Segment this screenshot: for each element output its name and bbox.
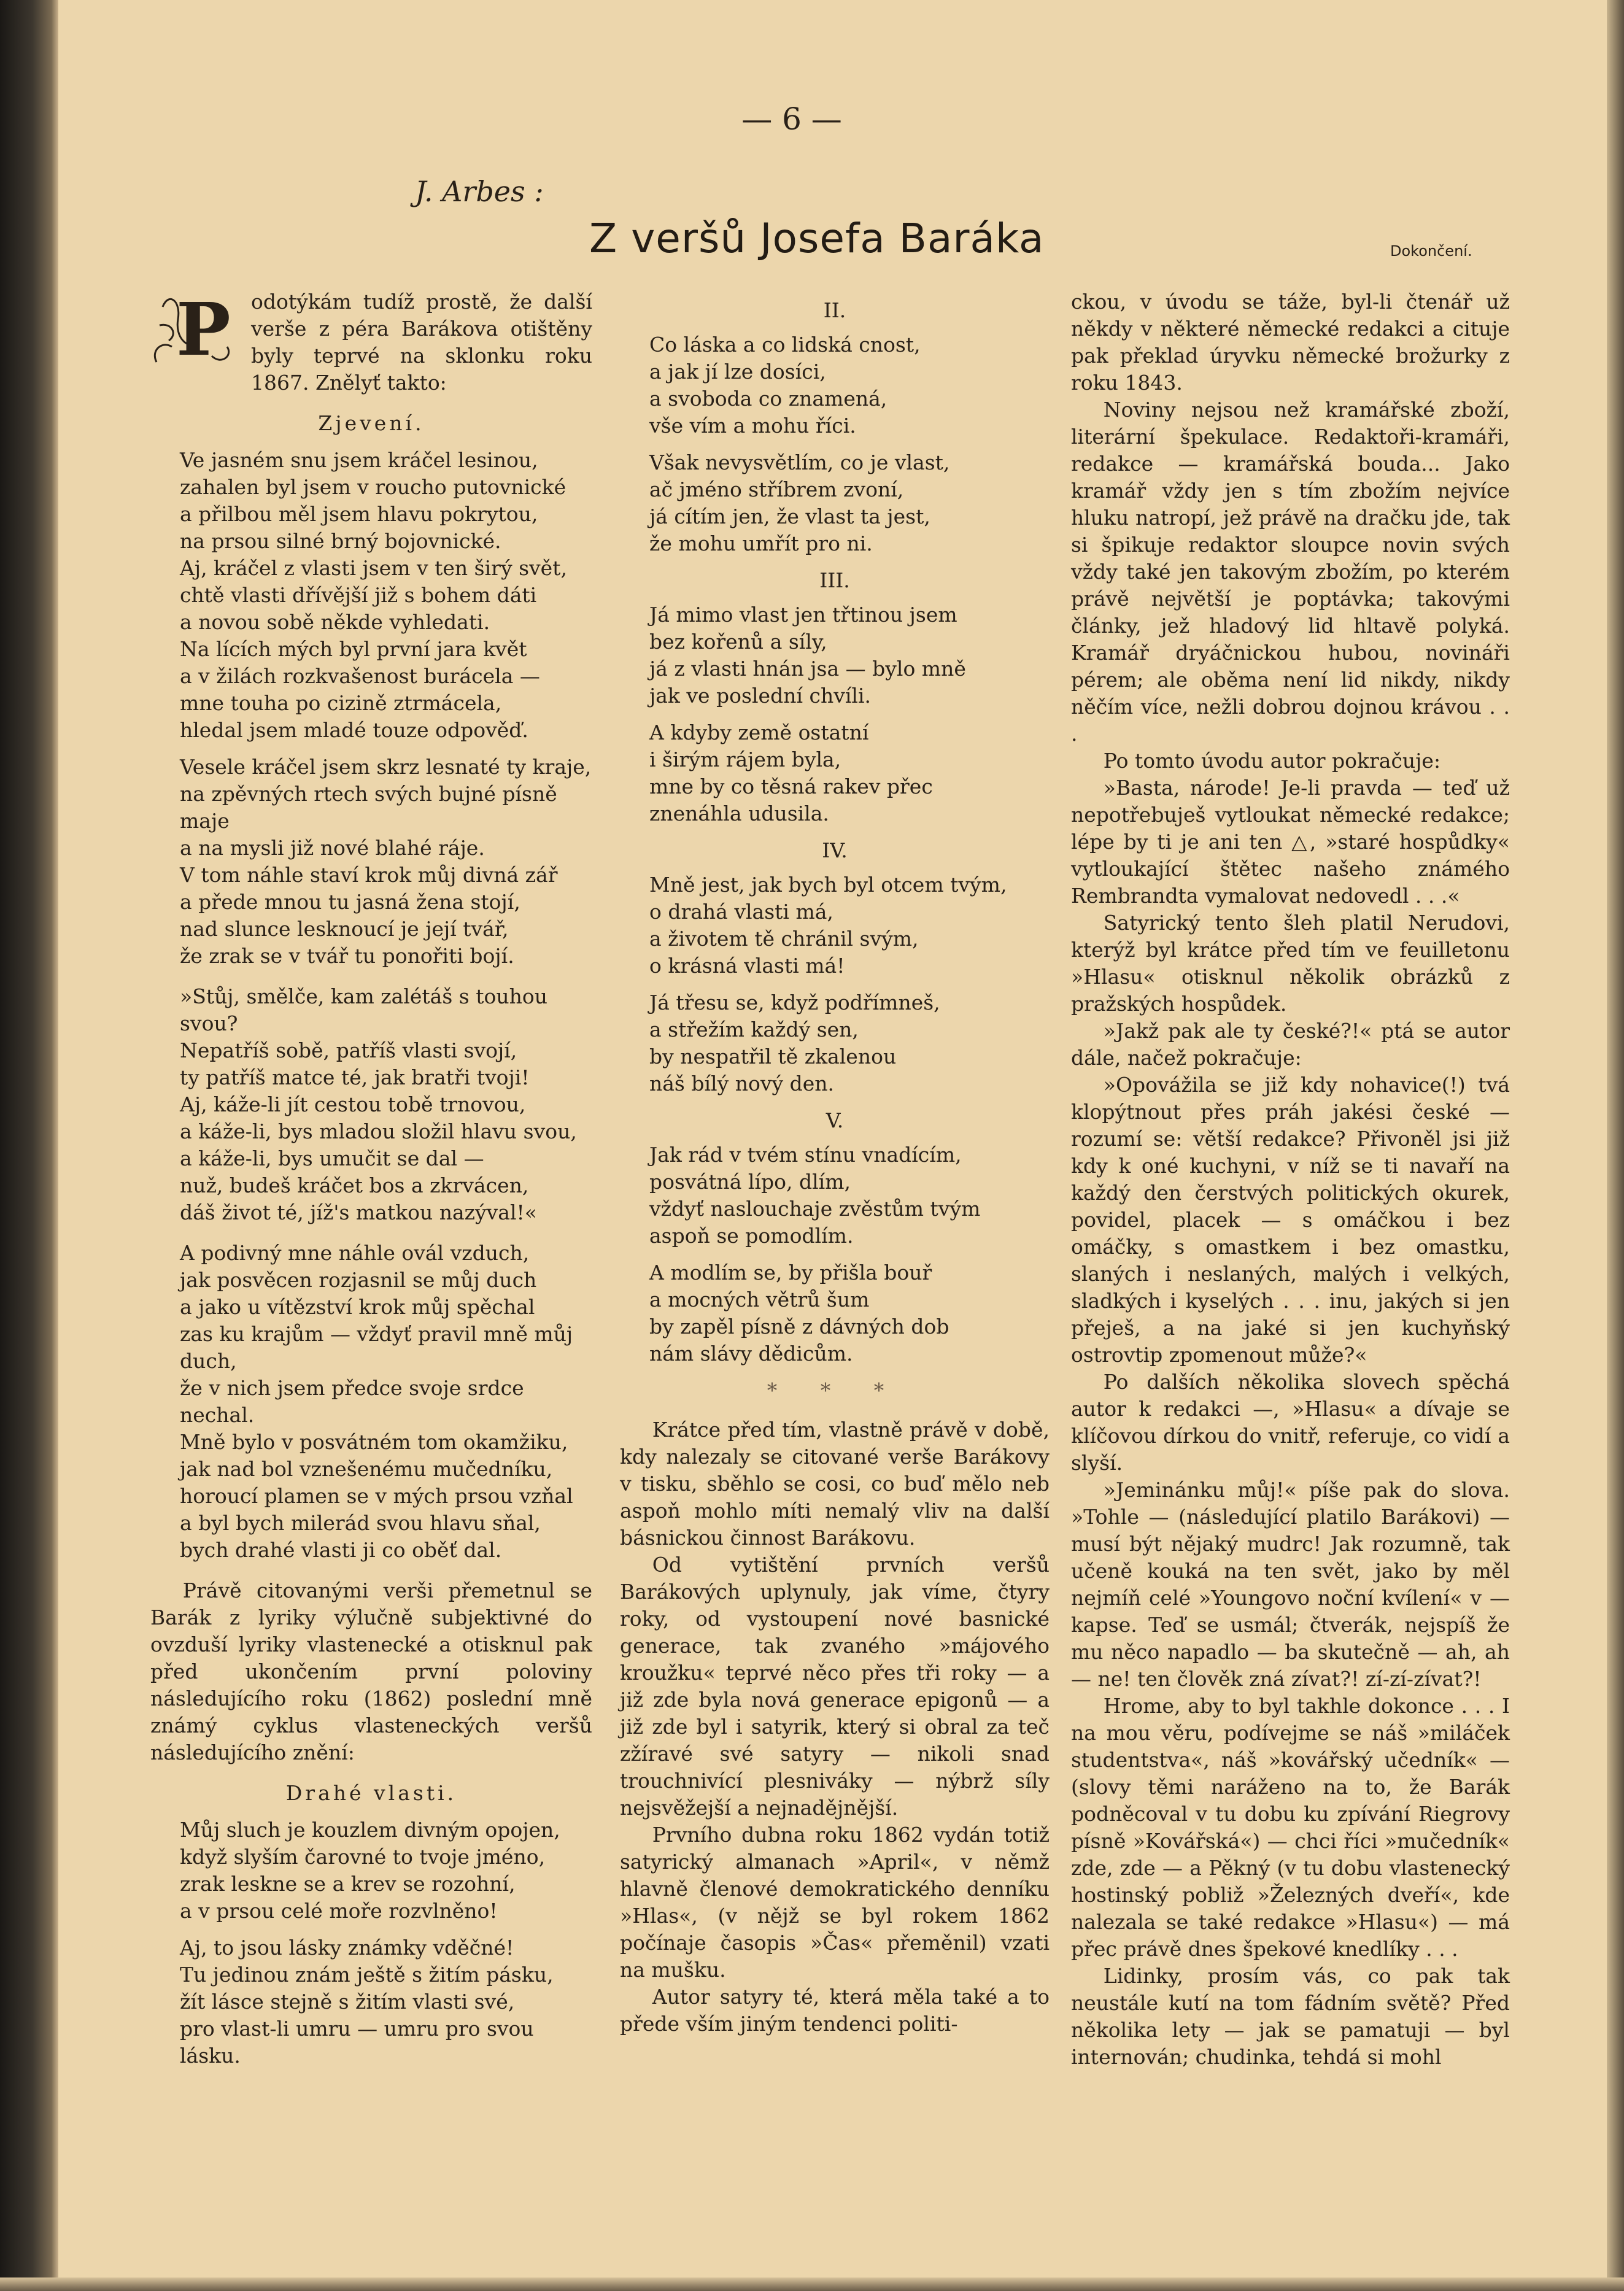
article-title: Z veršů Josefa Baráka	[589, 215, 1045, 262]
section-number: II.	[823, 298, 846, 322]
poem-stanza: Mně jest, jak bych byl otcem tvým, o drahá vlasti má, a životem tě chránil svým, o krásná vlasti má!	[649, 873, 1007, 978]
quoted-paragraph: Lidinky, prosím vás, co pak tak neustále kutí na tom fádním světě? Před několika lety — jak se pamatuji — byl internován; chudinka, tehdá si mohl	[1071, 1964, 1510, 2069]
body-paragraph: Prvního dubna roku 1862 vydán totiž satyrický almanach »April«, v němž hlavně členové demokratického denníku »Hlas«, (v nějž se byl rokem 1862 počínaje časopis »Čas« přeměnil) vzati na mušku.	[620, 1823, 1050, 1982]
poem-stanza: A podivný mne náhle ovál vzduch, jak posvěcen rozjasnil se můj duch a jako u vítězství krok můj spěchal zas ku krajům — vždyť pravil mně můj duch, že v nich jsem předce svoje srdce nechal. Mně bylo v posvátném tom okamžiku, jak nad bol vznešenému mučedníku, horoucí plamen se v mých prsou vzňal a byl bych milerád svou hlavu sňal, bych drahé vlasti ji co oběť dal.	[180, 1241, 573, 1562]
body-paragraph: Satyrický tento šleh platil Nerudovi, kterýž byl krátce před tím ve feuilletonu »Hlasu« otisknul několik obrázků z pražských hospůdek.	[1071, 911, 1510, 1016]
book-binding	[0, 0, 58, 2291]
poem-stanza: Jak rád v tvém stínu vnadícím, posvátná lípo, dlím, vždyť naslouchaje zvěstům tvým aspoň se pomodlím.	[649, 1143, 981, 1248]
poem-stanza: Já třesu se, když podřímneš, a střežím každý sen, by nespatřil tě zkalenou náš bílý nový den.	[649, 991, 940, 1095]
column-left	[150, 288, 592, 2079]
poem-stanza: »Stůj, smělče, kam zalétáš s touhou svou? Nepatříš sobě, patříš vlasti svojí, ty patříš matce té, jak bratři tvoji! Aj, káže-li jít cestou tobě trnovou, a káže-li, bys mladou složil hlavu svou, a káže-li, bys umučit se dal — nuž, budeš kráčet bos a zkrvácen, dáš život té, jíž's matkou nazýval!«	[180, 984, 577, 1224]
body-paragraph: Po tomto úvodu autor pokračuje:	[1103, 749, 1441, 773]
poem-stanza: Vesele kráčel jsem skrz lesnaté ty kraje, na zpěvných rtech svých bujné písně maje a na mysli již nové blahé ráje. V tom náhle staví krok můj divná zář a přede mnou tu jasná žena stojí, nad slunce lesknoucí je její tvář, že zrak se v tvář tu ponořiti bojí.	[180, 755, 592, 968]
body-paragraph: Krátce před tím, vlastně právě v době, kdy nalezaly se citované verše Barákovy v tisku, sběhlo se cosi, co buď mělo neb aspoň mohlo míti nemalý vliv na další básnickou činnost Barákovu.	[620, 1418, 1050, 1550]
poem-stanza: A modlím se, by přišla bouř a mocných větrů šum by zapěl písně z dávných dob nám slávy dědicům.	[649, 1261, 949, 1366]
quoted-paragraph: Hrome, aby to byl takhle dokonce . . . I na mou věru, podívejme se náš »miláček studentstva«, náš »kovářský učedník« — (slovy těmi naráženo na to, že Barák podněcoval v tu dobu ku zpívání Riegrovy písně »Kovářská«) — chci říci »mučedník« zde, zde — a Pěkný (v tu dobu vlastenecký hostinský pobliž »Železných dveří«, kde nalezala se také redakce »Hlasu«) — má přec právě dnes špekové knedlíky . . .	[1071, 1694, 1510, 1961]
page-edge-bottom	[0, 2277, 1624, 2291]
poem-heading-zjeveni: Zjevení.	[318, 411, 425, 435]
poem-stanza: Já mimo vlast jen třtinou jsem bez kořenů a síly, já z vlasti hnán jsa — bylo mně jak ve poslední chvíli.	[649, 603, 966, 708]
poem-heading-drahe-vlasti: Drahé vlasti.	[285, 1781, 457, 1805]
quoted-paragraph: Noviny nejsou než kramářské zboží, literární špekulace. Redaktoři-kramáři, redakce — kramářská bouda... Jako kramář vždy jen s tím zbožím nejvíce hluku natropí, jež právě na dračku jde, tak si špikuje redaktor sloupce novin svých vždy také jen takovým zbožím, po kterém právě největší je poptávka; takovými články, jež hladový lid hltavě polyká. Kramář dryáčnickou hubou, novináři pérem; ale oběma není lid nikdy, nikdy něčím více, nežli dobrou dojnou krávou . . .	[1071, 398, 1510, 746]
body-paragraph: Autor satyry té, která měla také a to přede vším jiným tendenci politi-	[620, 1985, 1050, 2036]
section-number: IV.	[822, 838, 848, 862]
page-number: — 6 —	[741, 101, 842, 137]
body-paragraph: »Jakž pak ale ty české?!« ptá se autor dále, načež pokračuje:	[1071, 1019, 1510, 1070]
poem-stanza: Ve jasném snu jsem kráčel lesinou, zahalen byl jsem v roucho putovnické a přilbou měl jsem hlavu pokrytou, na prsou silné brný bojovnické. Aj, kráčel z vlasti jsem v ten širý svět, chtě vlasti dřívější již s bohem dáti a novou sobě někde vyhledati. Na lících mých byl první jara květ a v žilách rozkvašenost burácela — mne touha po cizině ztrmácela, hledal jsem mladé touze odpověď.	[180, 448, 567, 742]
intro-paragraph: odotýkám tudíž prostě, že další verše z péra Barákova otištěny byly teprvé na sklonku roku 1867. Znělyť takto:	[251, 290, 592, 395]
poem-stanza: A kdyby země ostatní i širým rájem byla, mne by co těsná rakev přec znenáhla udusila.	[649, 721, 933, 825]
ornamental-drop-cap	[144, 282, 242, 374]
quoted-paragraph: »Basta, národe! Je-li pravda — teď už nepotřebuješ vytloukat německé redakce; lépe by ti je ani ten △, »staré hospůdky« vytloukající štětec našeho známého Rembrandta vymalovat nedovedl . . .«	[1071, 776, 1510, 908]
continued-note: Dokončení.	[1390, 242, 1472, 260]
author-name: J. Arbes :	[415, 175, 544, 208]
column-middle	[620, 288, 1050, 2038]
body-paragraph: Od vytištění prvních veršů Barákových uplynuly, jak víme, čtyry roky, od vystoupení nové basnické generace, tak zvaného »májového kroužku« teprvé něco přes tři roky — a již zde byla nová generace epigonů — a již zde byl i satyrik, který si obral za teč zžíravé své satyry — nikoli snad trouchnivící plesniváky — nýbrž síly nejsvěžejší a nejnadějnější.	[620, 1553, 1050, 1820]
body-paragraph: Po dalších několika slovech spěchá autor k redakci —, »Hlasu« a dívaje se klíčovou dírkou do vnitř, referuje, co vidí a slyší.	[1071, 1370, 1510, 1475]
page-edge-right	[1607, 0, 1624, 2291]
column-right	[1071, 288, 1510, 2071]
body-paragraph: Právě citovanými verši přemetnul se Barák z lyriky výlučně subjektivné do ovzduší lyriky vlastenecké a otisknul pak před ukončením první poloviny následujícího roku (1862) poslední mně známý cyklus vlasteneckých veršů následujícího znění:	[150, 1578, 592, 1764]
drop-cap-letter: P	[176, 287, 231, 372]
poem-stanza: Můj sluch je kouzlem divným opojen, když slyším čarovné to tvoje jméno, zrak leskne se a krev se rozohní, a v prsou celé moře rozvlněno!	[180, 1818, 560, 1923]
section-divider-stars: * * *	[767, 1378, 903, 1402]
poem-stanza: Však nevysvětlím, co je vlast, ač jméno stříbrem zvoní, já cítím jen, že vlast ta jest, že mohu umřít pro ni.	[649, 450, 950, 555]
section-number: III.	[819, 568, 850, 592]
section-number: V.	[826, 1108, 844, 1132]
quoted-paragraph: »Opovážila se již kdy nohavice(!) tvá klopýtnout přes práh jakési české — rozumí se: větší redakce? Přivoněl jsi již kdy k oné kuchyni, v níž se ti navaří na každý den čerstvých politických okurek, povidel, placek — s omáčkou i bez omáčky, s omastkem i bez omastku, slaných i neslaných, malých i velkých, sladkých i kyselých . . . inu, jakých si jen přeješ, a na jaké si jen kuchyňský ostrovtip zpomenout může?«	[1071, 1073, 1510, 1367]
body-paragraph: ckou, v úvodu se táže, byl-li čtenář už někdy v některé německé redakci a cituje pak překlad úryvku německé brožurky z roku 1843.	[1071, 290, 1510, 395]
poem-stanza: Co láska a co lidská cnost, a jak jí lze dosíci, a svoboda co znamená, vše vím a mohu říci.	[649, 333, 921, 438]
quoted-paragraph: »Jeminánku můj!« píše pak do slova. »Tohle — (následující platilo Barákovi) — musí být nějaký mudrc! Jak rozumně, tak učeně kouká na ten svět, jako by měl nejmíň celé »Youngovo noční kvílení« v — kapse. Teď se usmál; čtverák, nejspíš že mu něco napadlo — ba skutečně — ah, ah — ne! ten člověk zná zívat?! zí-zí-zívat?!	[1071, 1478, 1510, 1691]
poem-stanza: Aj, to jsou lásky známky vděčné! Tu jedinou znám ještě s žitím pásku, žít lásce stejně s žitím vlasti své, pro vlast-li umru — umru pro svou lásku.	[180, 1936, 554, 2068]
